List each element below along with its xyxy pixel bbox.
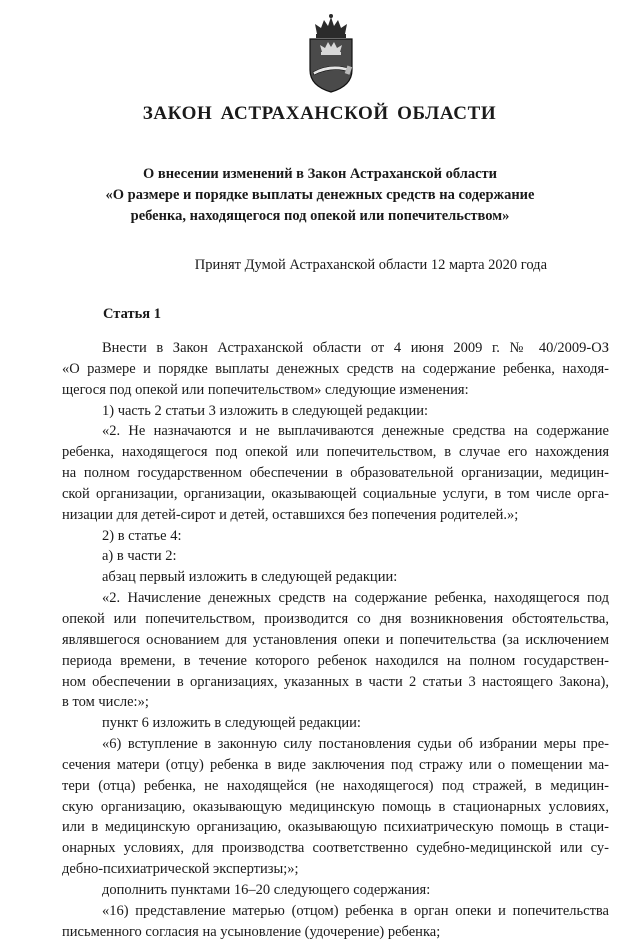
text-line: «2. Не назначаются и не выплачиваются денежные средства на содержание <box>102 423 609 440</box>
law-title: ЗАКОН АСТРАХАНСКОЙ ОБЛАСТИ <box>142 103 497 124</box>
law-subtitle <box>60 164 580 227</box>
text-line: дополнить пунктами 16–20 следующего содержания: <box>102 881 431 898</box>
text-line: скую организацию, оказывающую медицинскую помощь в стационарных условиях, <box>62 798 609 815</box>
subtitle-line: О внесении изменений в Закон Астраханской области <box>142 166 498 182</box>
text-line: ребенка, находящегося под опекой или попечительством, в случае его нахождения <box>62 444 609 461</box>
text-line: 1) часть 2 статьи 3 изложить в следующей редакции: <box>102 402 428 419</box>
text-line: Внести в Закон Астраханской области от 4 июня 2009 г. № 40/2009-ОЗ <box>102 340 609 356</box>
subtitle-line: «О размере и порядке выплаты денежных средств на содержание <box>105 187 535 203</box>
coat-of-arms-icon <box>302 12 360 96</box>
text-line: или в медицинскую организацию, оказывающую психиатрическую помощь в стаци- <box>62 819 609 836</box>
text-line: опекой или попечительством, производится со дня возникновения обстоятельства, <box>62 610 609 627</box>
text-line: являвшегося основанием для установления опеки и попечительства (за исключением <box>62 631 609 648</box>
text-line: сечения матери (отцу) ребенка в виде заключения под стражу или о помещении ма- <box>62 756 609 773</box>
text-line: дебно-психиатрической экспертизы;»; <box>62 861 299 878</box>
text-line: ской организации, организации, оказывающей социальные услуги, в том числе орга- <box>62 485 609 502</box>
text-line: 2) в статье 4: <box>102 527 182 544</box>
text-line: низации для детей-сирот и детей, оставшихся без попечения родителей.»; <box>62 506 519 523</box>
text-line: тери (отца) ребенка, не находящейся (не находящегося) под стражей, в медицин- <box>62 777 609 794</box>
adoption-date: Принят Думой Астраханской области 12 марта 2020 года <box>194 257 547 273</box>
text-line: в том числе:»; <box>62 694 149 711</box>
article-heading: Статья 1 <box>103 306 161 322</box>
text-line: «6) вступление в законную силу постановления судьи об избрании меры пре- <box>102 736 609 753</box>
text-line: «О размере и порядке выплаты денежных средств на содержание ребенка, находя- <box>62 360 609 377</box>
text-line: пункт 6 изложить в следующей редакции: <box>102 715 361 732</box>
text-line: абзац первый изложить в следующей редакции: <box>102 569 398 586</box>
text-line: щегося под опекой или попечительством» следующие изменения: <box>62 381 469 398</box>
text-line: «2. Начисление денежных средств на содержание ребенка, находящегося под <box>102 590 609 607</box>
text-line: а) в части 2: <box>102 548 177 565</box>
subtitle-line: ребенка, находящегося под опекой или попечительством» <box>130 208 510 224</box>
text-line: на полном государственном обеспечении в образовательной организации, медицин- <box>62 465 609 482</box>
text-line: периода времени, в течение которого ребенок находился на полном государствен- <box>62 652 609 669</box>
text-line: письменного согласия на усыновление (удочерение) ребенка; <box>62 923 441 940</box>
text-line: онарных условиях, для производства соответственно судебно-медицинской или су- <box>62 840 609 857</box>
article-body <box>62 338 609 942</box>
text-line: ном обеспечении в организациях, указанных в части 2 статьи 3 настоящего Закона), <box>62 673 609 690</box>
text-line: «16) представление матерью (отцом) ребенка в орган опеки и попечительства <box>102 902 609 919</box>
